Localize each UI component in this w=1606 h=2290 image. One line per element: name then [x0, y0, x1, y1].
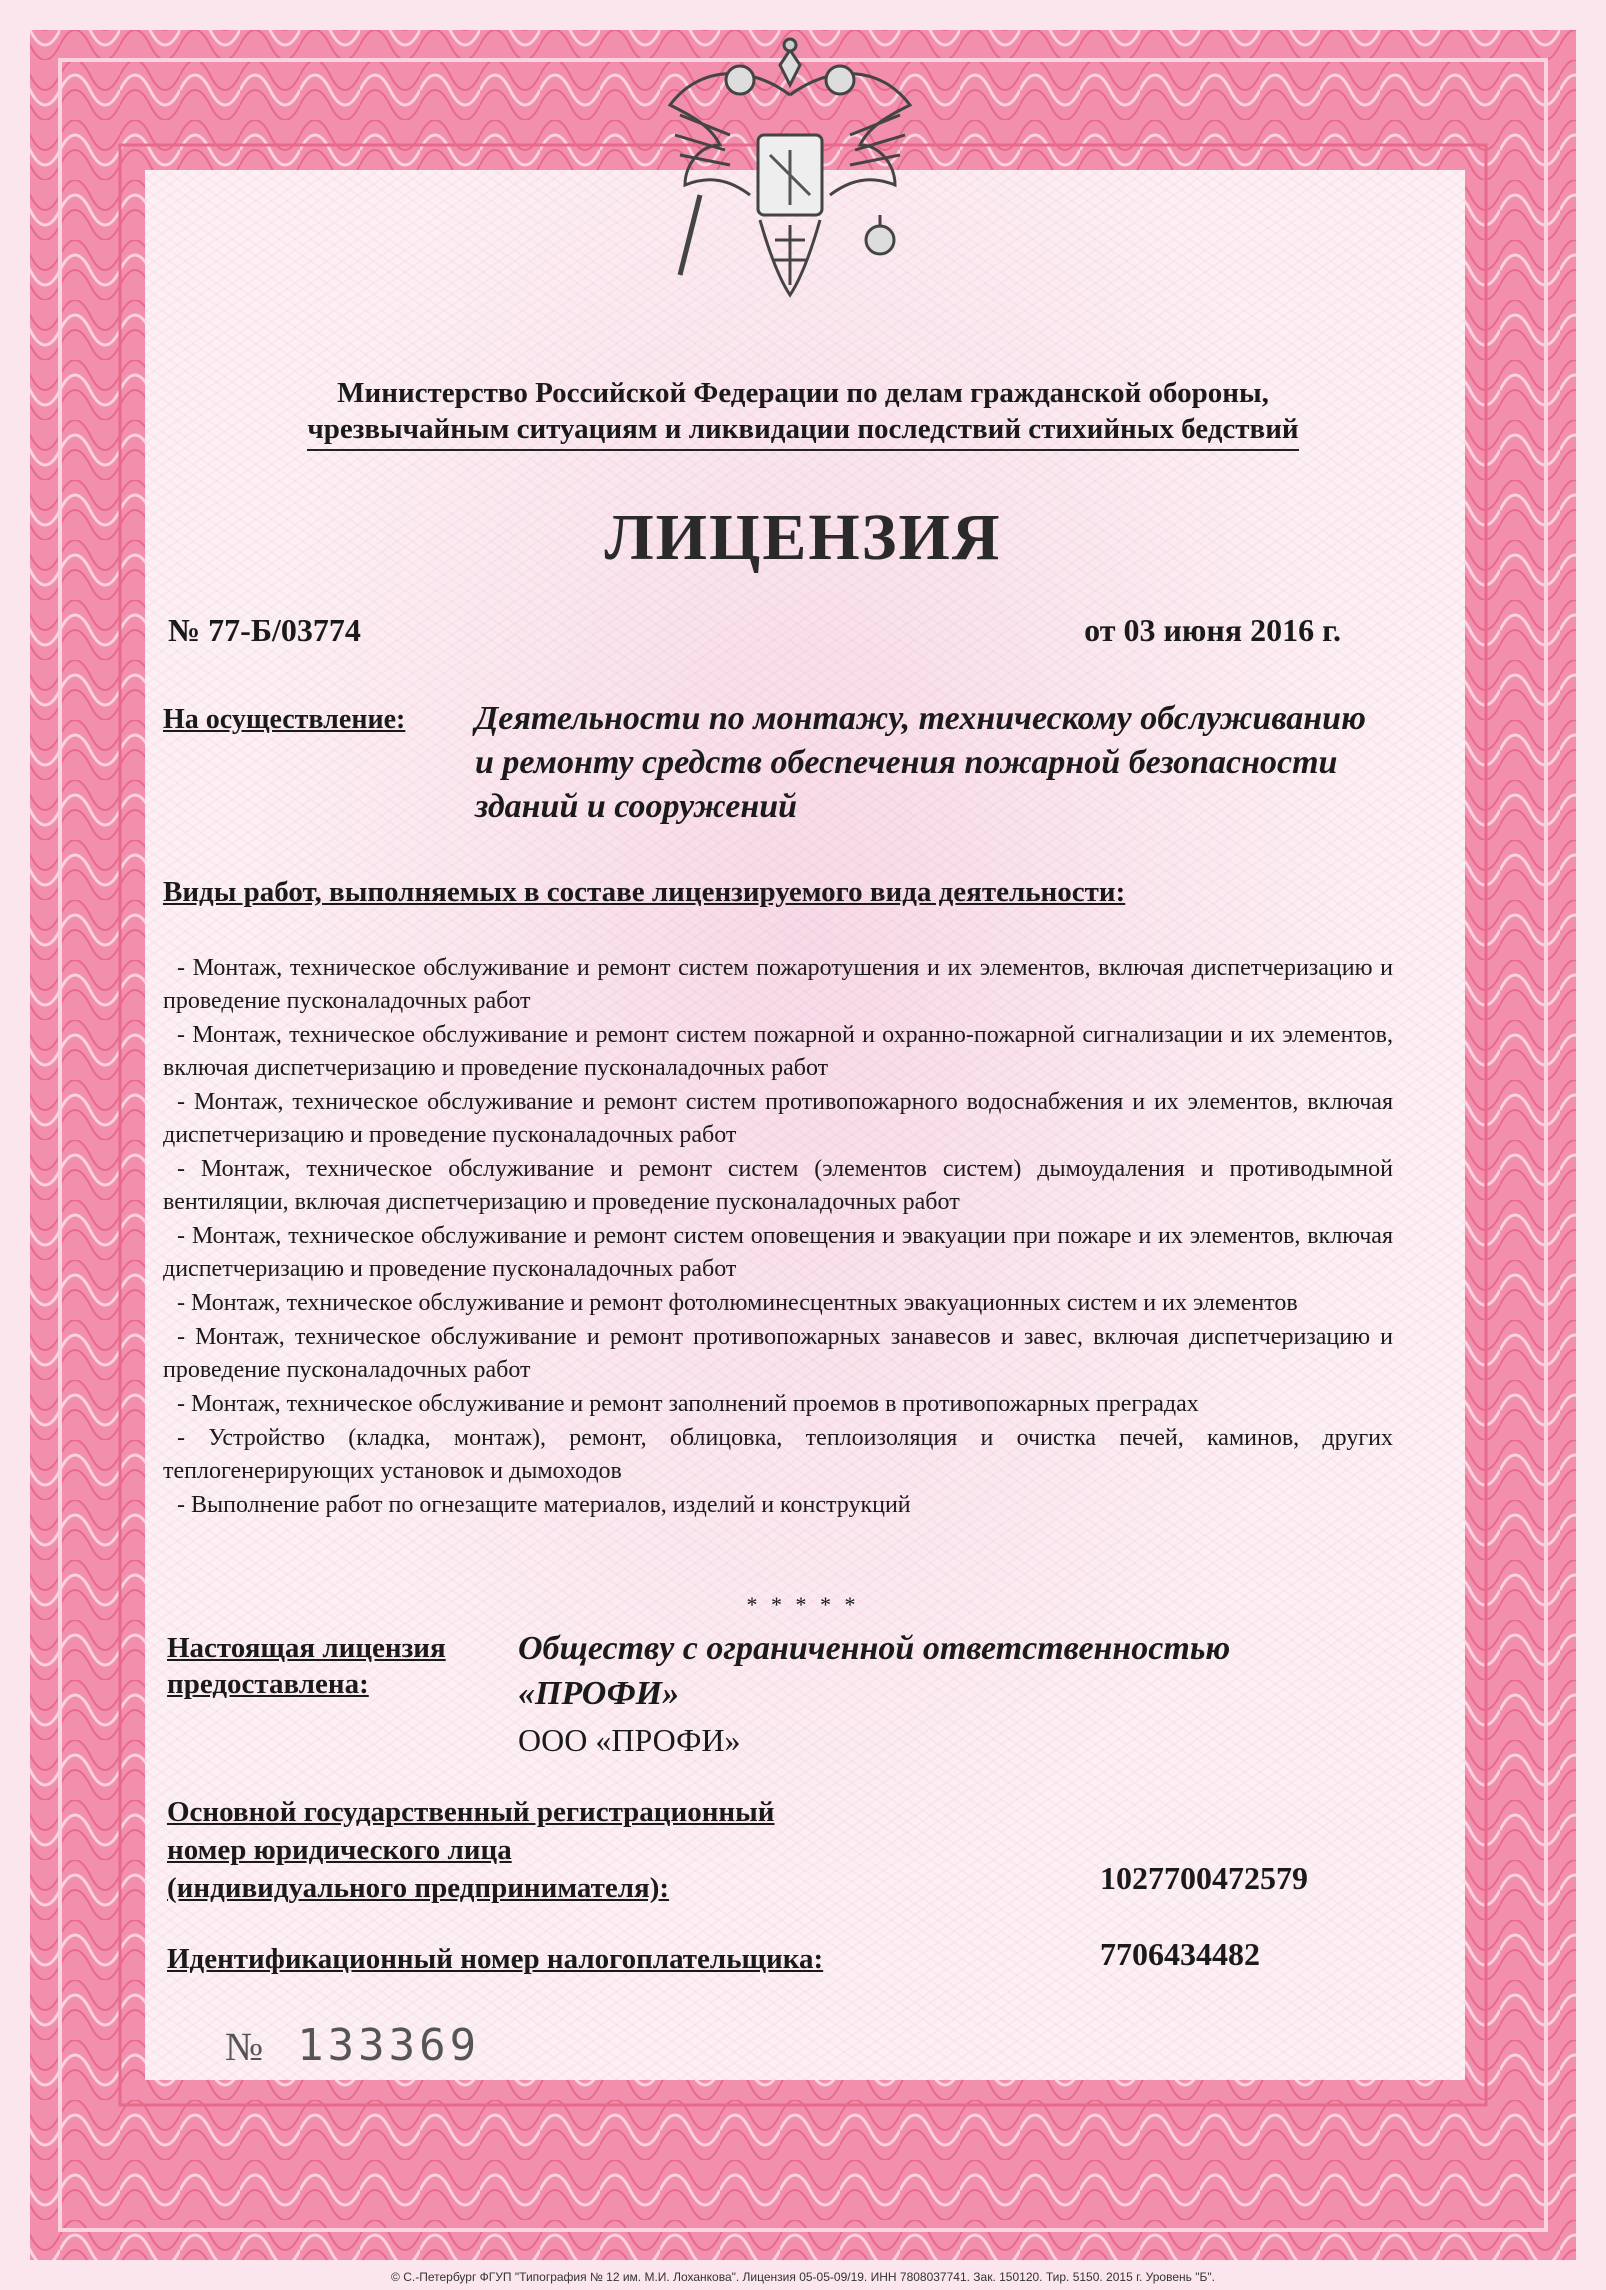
ogrn-label-line-1: Основной государственный регистрационный	[167, 1796, 775, 1828]
holder-name-line-2: «ПРОФИ»	[518, 1675, 680, 1712]
works-item: - Монтаж, техническое обслуживание и ремонт систем противопожарного водоснабжения и их элементов, включая диспетчеризацию и проведение пусконаладочных работ	[163, 1089, 1393, 1148]
document-title: ЛИЦЕНЗИЯ	[604, 501, 1002, 574]
holder-label-line-1: Настоящая лицензия	[167, 1632, 446, 1664]
works-item: - Монтаж, техническое обслуживание и ремонт систем (элементов систем) дымоудаления и противодымной вентиляции, включая диспетчеризацию и проведение пусконаладочных работ	[163, 1156, 1393, 1215]
serial-value: 133369	[297, 2020, 481, 2071]
holder-label-line-2: предоставлена:	[167, 1668, 369, 1700]
number-sign: №	[225, 2024, 268, 2069]
activity-label: На осуществление:	[163, 704, 406, 735]
activity-text: Деятельности по монтажу, техническому обслуживанию и ремонту средств обеспечения пожарной безопасности зданий и сооружений	[475, 700, 1366, 825]
works-item: - Монтаж, техническое обслуживание и ремонт систем оповещения и эвакуации при пожаре и их элементов, включая диспетчеризацию и проведение пусконаладочных работ	[163, 1223, 1393, 1282]
double-headed-eagle-emblem	[640, 25, 940, 325]
ogrn-label-line-2: номер юридического лица	[167, 1834, 512, 1866]
ogrn-value: 1027700472579	[1100, 1860, 1308, 1896]
holder-short-name: ООО «ПРОФИ»	[518, 1722, 741, 1758]
holder-name-line-1: Обществу с ограниченной ответственностью	[518, 1630, 1231, 1667]
works-item: - Монтаж, техническое обслуживание и ремонт систем пожаротушения и их элементов, включая диспетчеризацию и проведение пусконаладочных работ	[163, 955, 1393, 1014]
section-separator: * * * * *	[746, 1592, 860, 1617]
works-item: - Монтаж, техническое обслуживание и ремонт систем пожарной и охранно-пожарной сигнализации и их элементов, включая диспетчеризацию и проведение пусконаладочных работ	[163, 1022, 1393, 1081]
works-item: - Выполнение работ по огнезащите материалов, изделий и конструкций	[177, 1492, 911, 1518]
inn-value: 7706434482	[1100, 1936, 1260, 1972]
ministry-line-1: Министерство Российской Федерации по делам гражданской обороны,	[337, 377, 1269, 409]
inn-label: Идентификационный номер налогоплательщика:	[167, 1943, 824, 1975]
ogrn-label	[167, 1793, 775, 1907]
holder-full-name	[518, 1626, 1230, 1716]
ministry-line-2: чрезвычайным ситуациям и ликвидации последствий стихийных бедствий	[307, 411, 1298, 451]
works-list	[163, 952, 1393, 1523]
blank-serial-number	[225, 2020, 480, 2071]
license-number: № 77-Б/03774	[168, 612, 361, 648]
ogrn-label-line-3: (индивидуального предпринимателя):	[167, 1872, 670, 1904]
works-item: - Монтаж, техническое обслуживание и ремонт заполнений проемов в противопожарных преградах	[177, 1391, 1199, 1417]
ministry-name	[0, 375, 1606, 451]
holder-label	[167, 1630, 446, 1702]
works-item: - Устройство (кладка, монтаж), ремонт, облицовка, теплоизоляция и очистка печей, каминов, других теплогенерирующих установок и дымоходов	[163, 1425, 1393, 1484]
works-item: - Монтаж, техническое обслуживание и ремонт фотолюминесцентных эвакуационных систем и их элементов	[177, 1290, 1298, 1316]
license-date: от 03 июня 2016 г.	[1084, 612, 1341, 648]
works-item: - Монтаж, техническое обслуживание и ремонт противопожарных занавесов и завес, включая диспетчеризацию и проведение пусконаладочных работ	[163, 1324, 1393, 1383]
printer-footer: © С.-Петербург ФГУП "Типография № 12 им. М.И. Лоханкова". Лицензия 05-05-09/19. ИНН 7808037741. Зак. 150120. Тир. 5150. 2015 г. Уровень "Б".	[391, 2270, 1215, 2284]
works-heading: Виды работ, выполняемых в составе лицензируемого вида деятельности:	[163, 876, 1126, 908]
